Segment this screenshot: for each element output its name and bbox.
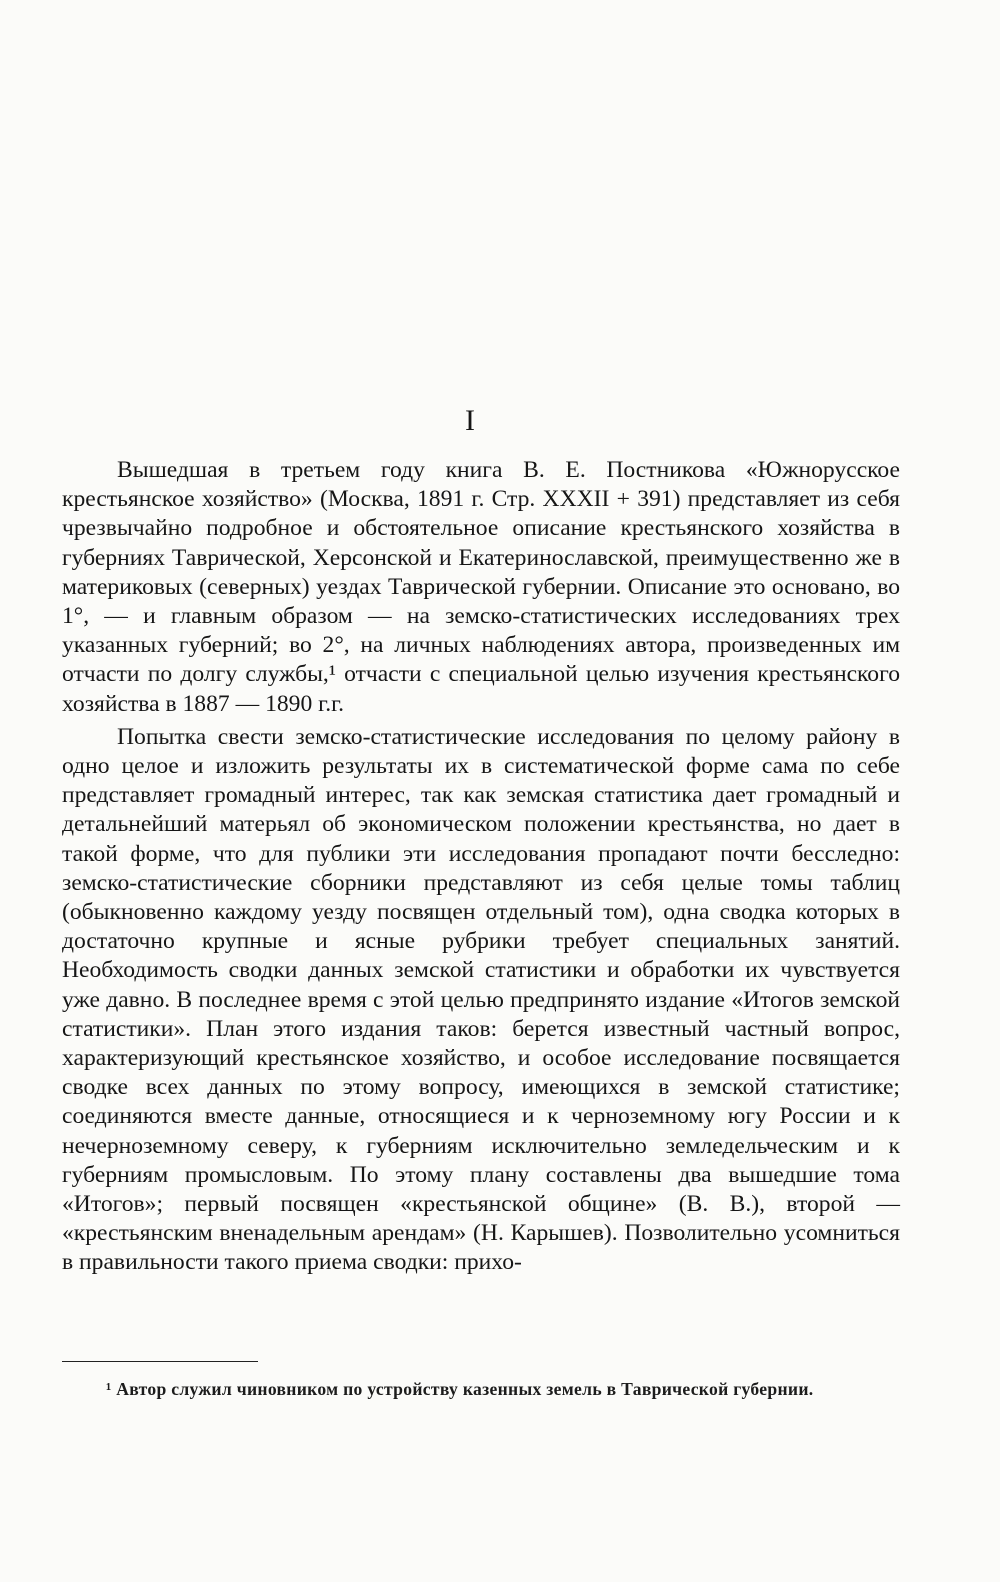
footnote-separator [62,1361,258,1362]
paragraph-1: Вышедшая в третьем году книга В. Е. Постникова «Южнорусское крестьянское хозяйство» (Москва, 1891 г. Стр. XXXII + 391) представляет из себя чрезвычайно подробное и обстоятельное описание крестьянского хозяйства в губерниях Таврической, Херсонской и Екатеринославской, преимущественно же в материковых (северных) уездах Таврической губернии. Описание это основано, во 1°, — и главным образом — на земско-статистических исследованиях трех указанных губерний; во 2°, на личных наблюдениях автора, произведенных им отчасти по долгу службы,¹ отчасти с специальной целью изучения крестьянского хозяйства в 1887 — 1890 г.г. [62,457,900,717]
footnote [62,1378,900,1401]
main-text [62,456,900,1282]
paragraph-2: Попытка свести земско-статистические исследования по целому району в одно целое и изложить результаты их в систематической форме сама по себе представляет громадный интерес, так как земская статистика дает громадный и детальнейший матерьял об экономическом положении крестьянства, но дает в такой форме, что для публики эти исследования пропадают почти бесследно: земско-статистические сборники представляют из себя целые томы таблиц (обыкновенно каждому уезду посвящен отдельный том), одна сводка которых в достаточно крупные и ясные рубрики требует специальных занятий. Необходимость сводки данных земской статистики и обработки их чувствуется уже давно. В последнее время с этой целью предпринято издание «Итогов земской статистики». План этого издания таков: берется известный частный вопрос, характеризующий крестьянское хозяйство, и особое исследование посвящается сводке всех данных по этому вопросу, имеющихся в земской статистике; соединяются вместе данные, относящиеся и к черноземному югу России и к нечерноземному северу, к губерниям исключительно земледельческим и к губерниям промысловым. По этому плану составлены два вышедшие тома «Итогов»; первый посвящен «крестьянской общине» (В. В.), второй — «крестьянским вненадельным арендам» (Н. Карышев). Позволительно усомниться в правильности такого приема сводки: прихо- [62,723,900,1276]
footnote-text: ¹ Автор служил чиновником по устройству казенных земель в Таврической губернии. [106,1379,814,1399]
section-number: I [465,404,475,437]
